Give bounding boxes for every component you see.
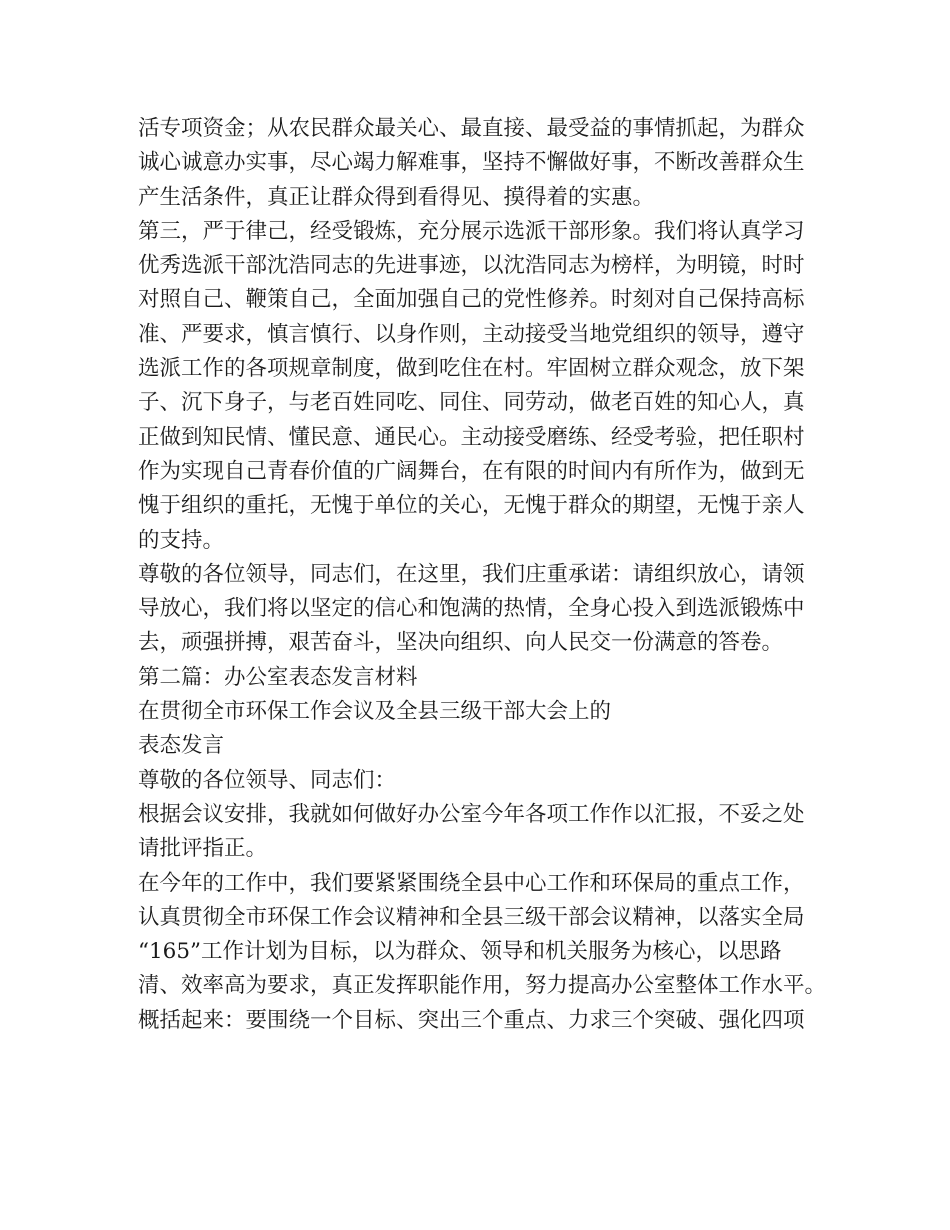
text-line: 产生活条件，真正让群众得到看得见、摸得着的实惠。	[138, 184, 655, 210]
text-line: 导放心，我们将以坚定的信心和饱满的热情，全身心投入到选派锻炼中	[138, 596, 805, 622]
text-line: 诚心诚意办实事，尽心竭力解难事，坚持不懈做好事，不断改善群众生	[138, 150, 805, 176]
text-line: 清、效率高为要求，真正发挥职能作用，努力提高办公室整体工作水平。	[138, 973, 827, 999]
text-line: 去，顽强拼搏，艰苦奋斗，坚决向组织、向人民交一份满意的答卷。	[138, 630, 784, 656]
salutation: 尊敬的各位领导、同志们：	[138, 767, 397, 793]
text-line: 活专项资金；从农民群众最关心、最直接、最受益的事情抓起，为群众	[138, 116, 805, 141]
text-line: 愧于组织的重托，无愧于单位的关心，无愧于群众的期望，无愧于亲人	[138, 493, 805, 519]
section-heading: 第二篇：办公室表态发言材料	[138, 664, 418, 690]
text-line: 准、严要求，慎言慎行、以身作则，主动接受当地党组织的领导，遵守	[138, 321, 805, 347]
speech-title: 表态发言	[138, 733, 225, 759]
text-line: 根据会议安排，我就如何做好办公室今年各项工作作以汇报，不妥之处	[138, 801, 805, 827]
text-line: 作为实现自己青春价值的广阔舞台，在有限的时间内有所作为，做到无	[138, 458, 805, 484]
document-body	[138, 112, 828, 1038]
text-line: 的支持。	[138, 527, 225, 553]
text-line: 第三，严于律己，经受锻炼，充分展示选派干部形象。我们将认真学习	[138, 218, 805, 244]
text-line: 概括起来：要围绕一个目标、突出三个重点、力求三个突破、强化四项	[138, 1007, 805, 1033]
speech-title: 在贯彻全市环保工作会议及全县三级干部大会上的	[138, 699, 612, 725]
text-line: 在今年的工作中，我们要紧紧围绕全县中心工作和环保局的重点工作，	[138, 870, 805, 896]
text-line: 对照自己、鞭策自己，全面加强自己的党性修养。时刻对自己保持高标	[138, 287, 805, 313]
text-line: 正做到知民情、懂民意、通民心。主动接受磨练、经受考验，把任职村	[138, 424, 805, 450]
text-line: 请批评指正。	[138, 836, 268, 862]
text-line: 选派工作的各项规章制度，做到吃住在村。牢固树立群众观念，放下架	[138, 356, 805, 382]
text-line: 尊敬的各位领导，同志们，在这里，我们庄重承诺：请组织放心，请领	[138, 561, 805, 587]
text-line: 子、沉下身子，与老百姓同吃、同住、同劳动，做老百姓的知心人，真	[138, 390, 805, 416]
text-line: 优秀选派干部沈浩同志的先进事迹，以沈浩同志为榜样，为明镜，时时	[138, 253, 805, 279]
text-line: “165”工作计划为目标，以为群众、领导和机关服务为核心，以思路	[138, 939, 782, 965]
text-line: 认真贯彻全市环保工作会议精神和全县三级干部会议精神，以落实全局	[138, 904, 805, 930]
